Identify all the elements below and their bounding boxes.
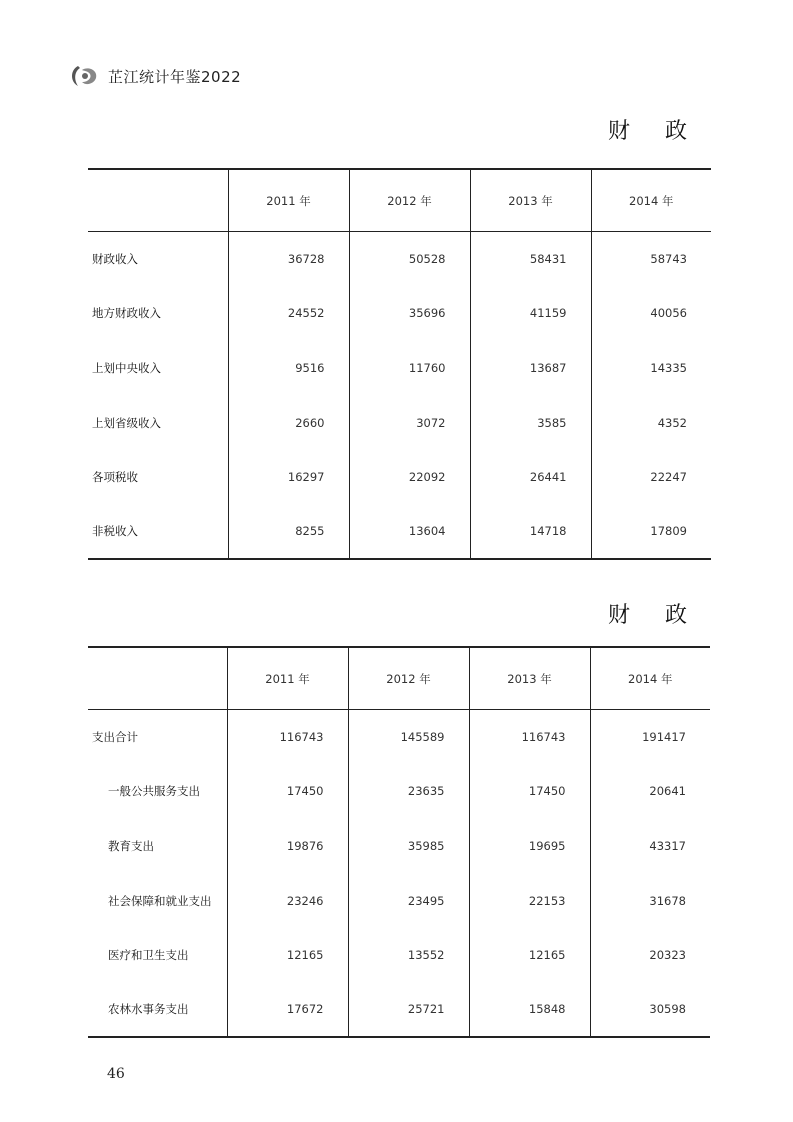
- table-cell: 24552: [228, 286, 349, 341]
- table-cell: 17672: [227, 982, 348, 1037]
- table-cell: 22247: [591, 450, 711, 505]
- table-row: [88, 232, 711, 287]
- section-title-expenditure: 财 政: [608, 603, 701, 628]
- table-cell: 191417: [590, 710, 710, 765]
- yearbook-logo-icon: [68, 64, 100, 88]
- table-row: [88, 450, 711, 505]
- table-cell: 43317: [590, 819, 710, 874]
- table-cell: 17809: [591, 504, 711, 559]
- row-label: 地方财政收入: [92, 306, 161, 321]
- row-label: 支出合计: [92, 730, 138, 745]
- row-label: 农林水事务支出: [88, 982, 227, 1037]
- table-cell: 22153: [469, 873, 590, 928]
- table-row: [88, 873, 710, 928]
- row-label: 财政收入: [92, 252, 138, 267]
- table-cell: 19876: [227, 819, 348, 874]
- row-label: 各项税收: [92, 470, 138, 485]
- table-row: [88, 928, 710, 983]
- table-cell: 12165: [227, 928, 348, 983]
- column-header: 2014 年: [590, 647, 710, 710]
- table-cell: 23635: [348, 764, 469, 819]
- column-header: [88, 647, 227, 710]
- table-row: [88, 764, 710, 819]
- table-cell: 19695: [469, 819, 590, 874]
- table-cell: 35696: [349, 286, 470, 341]
- table-cell: 58431: [470, 232, 591, 287]
- column-header: 2012 年: [349, 169, 470, 232]
- table-row: [88, 819, 710, 874]
- table-cell: 13687: [470, 341, 591, 396]
- table-cell: 23246: [227, 873, 348, 928]
- table-cell: 35985: [348, 819, 469, 874]
- book-title: 芷江统计年鉴2022: [108, 67, 242, 86]
- table-cell: 145589: [348, 710, 469, 765]
- table-cell: 23495: [348, 873, 469, 928]
- column-header: 2014 年: [591, 169, 711, 232]
- row-label: 一般公共服务支出: [108, 784, 200, 799]
- table-cell: 25721: [348, 982, 469, 1037]
- table-cell: 58743: [591, 232, 711, 287]
- table-cell: 50528: [349, 232, 470, 287]
- table-row: [88, 982, 710, 1037]
- section-title-revenue: 财 政: [608, 119, 701, 144]
- table-row: [88, 341, 711, 396]
- row-label: 上划中央收入: [92, 360, 161, 375]
- table-cell: 3072: [349, 395, 470, 450]
- expenditure-table: [88, 646, 710, 1038]
- column-header: 2011 年: [227, 647, 348, 710]
- table-cell: 13604: [349, 504, 470, 559]
- table-header-row: [88, 647, 710, 710]
- table-cell: 40056: [591, 286, 711, 341]
- table-row: [88, 710, 710, 765]
- table-cell: 36728: [228, 232, 349, 287]
- page-header: [68, 62, 241, 90]
- table-cell: 26441: [470, 450, 591, 505]
- table-cell: 14718: [470, 504, 591, 559]
- table-cell: 8255: [228, 504, 349, 559]
- table-cell: 17450: [469, 764, 590, 819]
- table-cell: 30598: [590, 982, 710, 1037]
- table-cell: 16297: [228, 450, 349, 505]
- page-number: 46: [107, 1066, 125, 1082]
- table-cell: 20641: [590, 764, 710, 819]
- table-cell: 116743: [227, 710, 348, 765]
- revenue-table: [88, 168, 711, 560]
- table-cell: 41159: [470, 286, 591, 341]
- column-header: [88, 169, 228, 232]
- table-row: [88, 504, 711, 559]
- table-cell: 20323: [590, 928, 710, 983]
- table-cell: 17450: [227, 764, 348, 819]
- table-row: [88, 395, 711, 450]
- table-cell: 13552: [348, 928, 469, 983]
- column-header: 2012 年: [348, 647, 469, 710]
- table-cell: 31678: [590, 873, 710, 928]
- table-cell: 2660: [228, 395, 349, 450]
- column-header: 2013 年: [469, 647, 590, 710]
- table-cell: 15848: [469, 982, 590, 1037]
- row-label: 非税收入: [88, 504, 228, 559]
- table-cell: 14335: [591, 341, 711, 396]
- table-cell: 3585: [470, 395, 591, 450]
- table-cell: 4352: [591, 395, 711, 450]
- table-cell: 9516: [228, 341, 349, 396]
- row-label: 上划省级收入: [92, 415, 161, 430]
- table-cell: 12165: [469, 928, 590, 983]
- column-header: 2011 年: [228, 169, 349, 232]
- table-cell: 22092: [349, 450, 470, 505]
- row-label: 社会保障和就业支出: [108, 893, 212, 908]
- table-row: [88, 286, 711, 341]
- column-header: 2013 年: [470, 169, 591, 232]
- row-label: 医疗和卫生支出: [108, 948, 189, 963]
- table-cell: 11760: [349, 341, 470, 396]
- table-header-row: [88, 169, 711, 232]
- table-cell: 116743: [469, 710, 590, 765]
- row-label: 教育支出: [108, 838, 154, 853]
